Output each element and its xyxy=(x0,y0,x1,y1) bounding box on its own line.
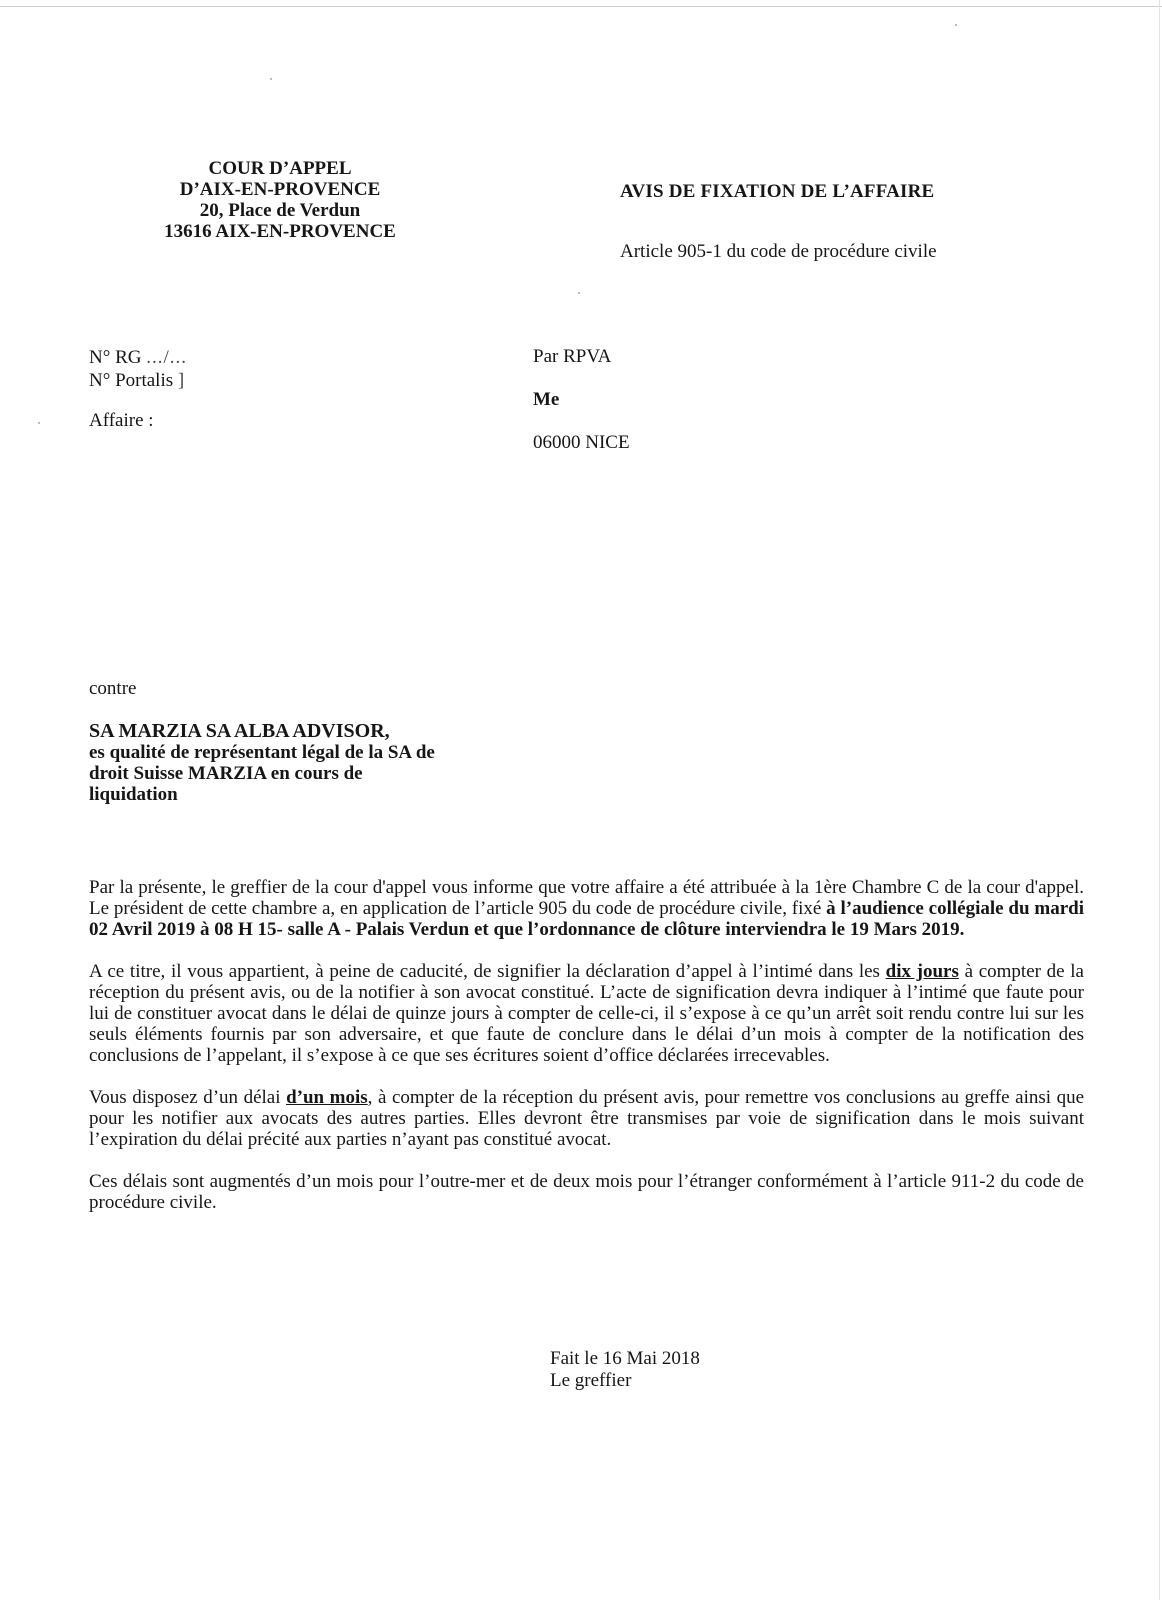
portalis-value: ] xyxy=(177,370,186,391)
scan-speck xyxy=(270,78,272,80)
conclusions-text-b: , à compter de la réception du présent avis, pour remettre vos conclusions au greffe ainsi que pour les notifier aux avocats des autres parties. Elles devront être transmises par voie de signification dans le mois suivant l’expiration du délai précité aux parties n’ayant pas constitué avocat. xyxy=(89,1087,1085,1150)
party-line-3: droit Suisse MARZIA en cours de xyxy=(89,763,363,784)
signature-date: Fait le 16 Mai 2018 xyxy=(550,1348,700,1369)
case-references xyxy=(89,346,187,432)
paragraph-service-deadline xyxy=(89,961,1084,1066)
portalis-label: N° Portalis xyxy=(89,370,174,391)
signature-block xyxy=(550,1348,700,1392)
party-line-4: liquidation xyxy=(89,784,178,805)
recipient-city: 06000 NICE xyxy=(533,432,630,453)
service-deadline-text-a: A ce titre, il vous appartient, à peine de caducité, de signifier la déclaration d’appel à l’intimé dans les xyxy=(89,961,886,982)
recipient-block xyxy=(533,346,630,475)
court-name-line1: COUR D’APPEL xyxy=(208,158,352,179)
conclusions-text-a: Vous disposez d’un délai xyxy=(89,1087,287,1108)
opposing-party xyxy=(89,721,529,805)
rg-number xyxy=(89,346,187,369)
notice-body xyxy=(89,877,1084,1213)
against-label: contre xyxy=(89,678,137,699)
one-month-emphasis: d’un mois xyxy=(286,1087,368,1108)
court-city: 13616 AIX-EN-PROVENCE xyxy=(164,221,396,242)
affaire-label: Affaire : xyxy=(89,410,154,431)
scan-edge-right xyxy=(1159,0,1160,1600)
scan-speck xyxy=(578,292,580,294)
paragraph-conclusions-deadline xyxy=(89,1087,1084,1150)
court-name-line2: D’AIX-EN-PROVENCE xyxy=(179,179,381,200)
notice-title: AVIS DE FIXATION DE L’AFFAIRE xyxy=(620,181,935,202)
recipient-lawyer: Me xyxy=(533,389,560,410)
paragraph-hearing-text: Par la présente, le greffier de la cour d'appel vous informe que votre affaire a été attribuée à la 1ère Chambre C de la cour d'appel. Le président de cette chambre a, en application de l’article 905 du code de procédure civile, fixé xyxy=(89,877,1084,919)
signature-role: Le greffier xyxy=(550,1370,632,1391)
ten-days-emphasis: dix jours xyxy=(885,961,959,982)
delivery-method: Par RPVA xyxy=(533,346,612,367)
notice-header xyxy=(620,181,1000,263)
paragraph-extensions: Ces délais sont augmentés d’un mois pour l’outre-mer et de deux mois pour l’étranger conformément à l’article 911-2 du code de procédure civile. xyxy=(89,1171,1084,1213)
scan-speck xyxy=(38,422,40,424)
rg-value: .../... xyxy=(146,347,187,368)
scan-edge-top xyxy=(0,6,1162,7)
scan-speck xyxy=(955,24,957,26)
rg-label: N° RG xyxy=(89,347,142,368)
portalis-number xyxy=(89,369,187,392)
notice-article: Article 905-1 du code de procédure civile xyxy=(620,241,937,262)
hearing-details: à l’audience collégiale du mardi 02 Avril 2019 à 08 H 15- salle A - Palais Verdun et que l’ordonnance de clôture interviendra le 19 Mars 2019. xyxy=(89,898,1084,940)
court-address xyxy=(120,158,440,242)
court-street: 20, Place de Verdun xyxy=(199,200,361,221)
party-line-2: es qualité de représentant légal de la SA de xyxy=(89,742,435,763)
paragraph-hearing xyxy=(89,877,1084,940)
party-name: SA MARZIA SA ALBA ADVISOR, xyxy=(89,720,390,742)
service-deadline-text-b: à compter de la réception du présent avis, ou de la notifier à son avocat constitué. L’acte de signification devra indiquer à l’intimé que faute pour lui de constituer avocat dans le délai de quinze jours à compter de celle-ci, il s’expose à ce qu’un arrêt soit rendu contre lui sur les seuls éléments fournis par son adversaire, et que faute de conclure dans le délai d’un mois à compter de la notification des conclusions de l’appelant, il s’expose à ce que ses écritures soient d’office déclarées irrecevables. xyxy=(89,961,1084,1066)
